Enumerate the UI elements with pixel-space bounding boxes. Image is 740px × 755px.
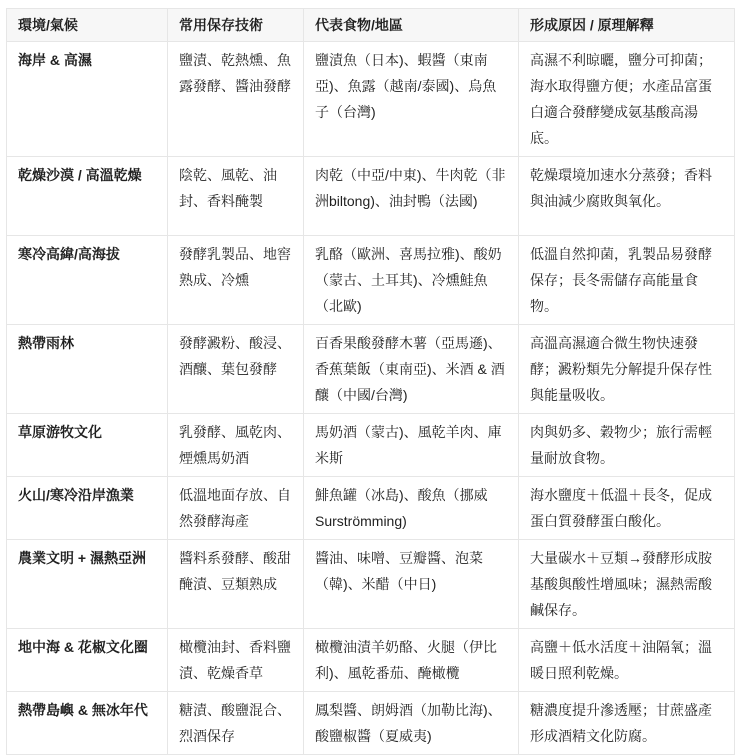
technique-cell: 鹽漬、乾熱燻、魚露發酵、醬油發酵 bbox=[168, 42, 304, 157]
header-environment: 環境/氣候 bbox=[7, 9, 168, 42]
environment-cell: 海岸 & 高濕 bbox=[7, 42, 168, 157]
technique-cell: 陰乾、風乾、油封、香料醃製 bbox=[168, 157, 304, 236]
foods-cell: 乳酪（歐洲、喜馬拉雅)、酸奶（蒙古、土耳其)、冷燻鮭魚（北歐) bbox=[304, 236, 519, 325]
table-row bbox=[7, 157, 735, 236]
table-row bbox=[7, 540, 735, 629]
reason-cell: 海水鹽度＋低溫＋長冬，促成蛋白質發酵蛋白酸化。 bbox=[519, 477, 735, 540]
table-row bbox=[7, 236, 735, 325]
foods-cell: 馬奶酒（蒙古)、風乾羊肉、庫米斯 bbox=[304, 414, 519, 477]
environment-cell: 草原游牧文化 bbox=[7, 414, 168, 477]
environment-cell: 火山/寒冷沿岸漁業 bbox=[7, 477, 168, 540]
technique-cell: 橄欖油封、香料鹽漬、乾燥香草 bbox=[168, 629, 304, 692]
header-foods: 代表食物/地區 bbox=[304, 9, 519, 42]
foods-cell: 鯡魚罐（冰島)、酸魚（挪威Surströmming) bbox=[304, 477, 519, 540]
technique-cell: 低溫地面存放、自然發酵海產 bbox=[168, 477, 304, 540]
table-header-row bbox=[7, 9, 735, 42]
table-row bbox=[7, 42, 735, 157]
foods-cell: 醬油、味噌、豆瓣醬、泡菜（韓)、米醋（中日) bbox=[304, 540, 519, 629]
foods-cell: 肉乾（中亞/中東)、牛肉乾（非洲biltong)、油封鴨（法國) bbox=[304, 157, 519, 236]
foods-cell: 百香果酸發酵木薯（亞馬遜)、香蕉葉飯（東南亞)、米酒 & 酒釀（中國/台灣) bbox=[304, 325, 519, 414]
technique-cell: 發酵澱粉、酸浸、酒釀、葉包發酵 bbox=[168, 325, 304, 414]
environment-cell: 地中海 & 花椒文化圈 bbox=[7, 629, 168, 692]
table-row bbox=[7, 325, 735, 414]
reason-cell: 高鹽＋低水活度＋油隔氧；溫暖日照利乾燥。 bbox=[519, 629, 735, 692]
technique-cell: 醬料系發酵、酸甜醃漬、豆類熟成 bbox=[168, 540, 304, 629]
environment-cell: 乾燥沙漠 / 高溫乾燥 bbox=[7, 157, 168, 236]
header-technique: 常用保存技術 bbox=[168, 9, 304, 42]
foods-cell: 橄欖油漬羊奶酪、火腿（伊比利)、風乾番茄、醃橄欖 bbox=[304, 629, 519, 692]
reason-cell: 高溫高濕適合微生物快速發酵；澱粉類先分解提升保存性與能量吸收。 bbox=[519, 325, 735, 414]
technique-cell: 發酵乳製品、地窖熟成、冷燻 bbox=[168, 236, 304, 325]
reason-cell: 肉與奶多、穀物少；旅行需輕量耐放食物。 bbox=[519, 414, 735, 477]
reason-cell: 大量碳水＋豆類→發酵形成胺基酸與酸性增風味；濕熱需酸鹹保存。 bbox=[519, 540, 735, 629]
table-row bbox=[7, 629, 735, 692]
food-preservation-table bbox=[6, 8, 735, 755]
environment-cell: 熱帶島嶼 & 無冰年代 bbox=[7, 692, 168, 755]
environment-cell: 熱帶雨林 bbox=[7, 325, 168, 414]
environment-cell: 農業文明 + 濕熱亞洲 bbox=[7, 540, 168, 629]
reason-cell: 乾燥環境加速水分蒸發；香料與油減少腐敗與氧化。 bbox=[519, 157, 735, 236]
table-row bbox=[7, 414, 735, 477]
environment-cell: 寒冷高緯/高海拔 bbox=[7, 236, 168, 325]
reason-cell: 高濕不利晾曬，鹽分可抑菌；海水取得鹽方便；水產品富蛋白適合發酵變成氨基酸高湯底。 bbox=[519, 42, 735, 157]
reason-cell: 低溫自然抑菌，乳製品易發酵保存；長冬需儲存高能量食物。 bbox=[519, 236, 735, 325]
table-row bbox=[7, 692, 735, 755]
technique-cell: 糖漬、酸鹽混合、烈酒保存 bbox=[168, 692, 304, 755]
table-row bbox=[7, 477, 735, 540]
technique-cell: 乳發酵、風乾肉、煙燻馬奶酒 bbox=[168, 414, 304, 477]
reason-cell: 糖濃度提升滲透壓；甘蔗盛產形成酒精文化防腐。 bbox=[519, 692, 735, 755]
header-reason: 形成原因 / 原理解釋 bbox=[519, 9, 735, 42]
foods-cell: 鹽漬魚（日本)、蝦醬（東南亞)、魚露（越南/泰國)、烏魚子（台灣) bbox=[304, 42, 519, 157]
foods-cell: 鳳梨醬、朗姆酒（加勒比海)、酸鹽椒醬（夏威夷) bbox=[304, 692, 519, 755]
